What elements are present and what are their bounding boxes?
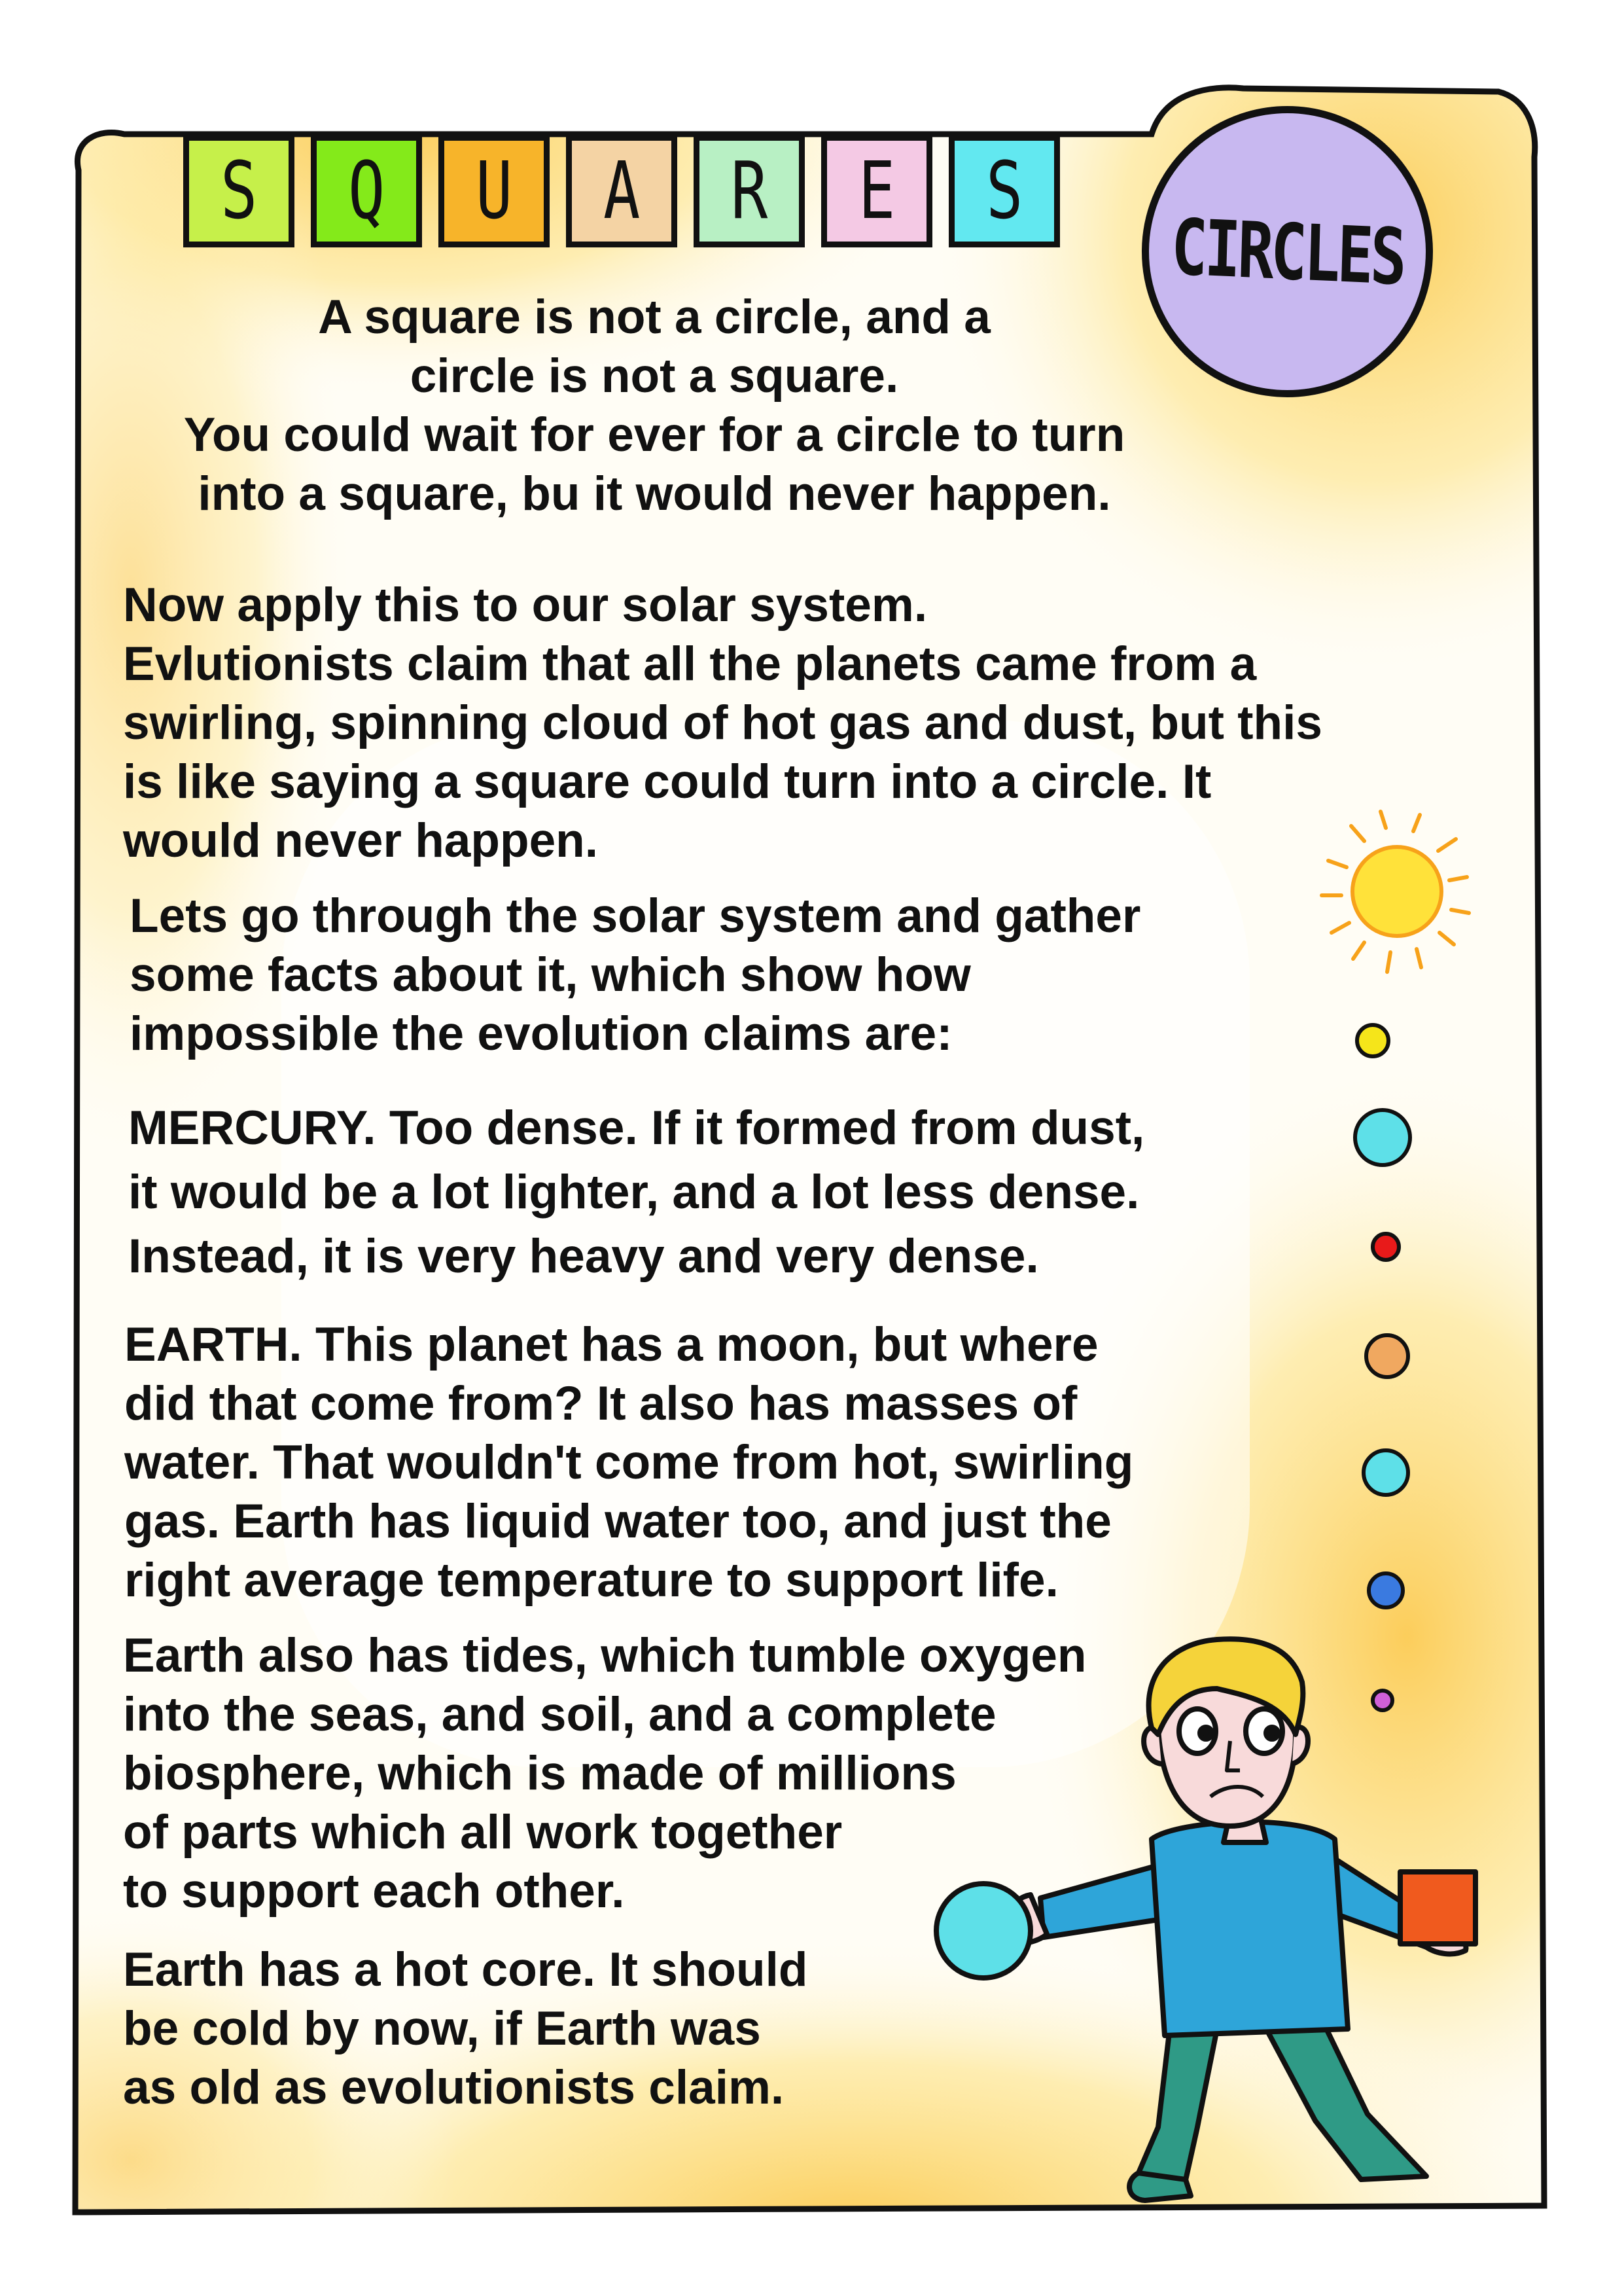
title-tile-q: Q bbox=[311, 135, 422, 247]
text-line: gas. Earth has liquid water too, and just the bbox=[124, 1495, 1112, 1548]
mercury-paragraph bbox=[128, 1096, 1306, 1289]
title-tile-u: U bbox=[438, 135, 550, 247]
text-line: some facts about it, which show how bbox=[130, 948, 971, 1001]
title-tile-a: A bbox=[566, 135, 677, 247]
text-line: would never happen. bbox=[123, 814, 599, 867]
core-paragraph bbox=[123, 1941, 1039, 2117]
title-tile-s: S bbox=[183, 135, 294, 247]
solar-system-paragraph bbox=[123, 576, 1530, 870]
intro-line: You could wait for ever for a circle to turn bbox=[183, 408, 1125, 461]
tides-paragraph bbox=[123, 1626, 1301, 1921]
text-line: impossible the evolution claims are: bbox=[130, 1007, 953, 1060]
text-line: biosphere, which is made of millions bbox=[123, 1747, 957, 1800]
text-line: Now apply this to our solar system. bbox=[123, 579, 928, 632]
earth-paragraph bbox=[124, 1316, 1302, 1610]
text-line: of parts which all work together bbox=[123, 1806, 843, 1859]
intro-line: into a square, bu it would never happen. bbox=[198, 467, 1111, 520]
facts-intro-paragraph bbox=[130, 887, 1307, 1064]
text-line: water. That wouldn't come from hot, swirling bbox=[124, 1436, 1134, 1489]
intro-paragraph bbox=[98, 288, 1210, 524]
text-line: Earth also has tides, which tumble oxygen bbox=[123, 1629, 1087, 1682]
text-line: MERCURY. Too dense. If it formed from dust, bbox=[128, 1102, 1145, 1155]
intro-line: circle is not a square. bbox=[410, 350, 899, 403]
text-line: to support each other. bbox=[123, 1865, 625, 1918]
text-line: did that come from? It also has masses of bbox=[124, 1377, 1078, 1430]
text-line: Evlutionists claim that all the planets came from a bbox=[123, 637, 1257, 691]
text-line: into the seas, and soil, and a complete bbox=[123, 1688, 997, 1741]
text-line: Instead, it is very heavy and very dense. bbox=[128, 1230, 1039, 1283]
text-line: Earth has a hot core. It should bbox=[123, 1943, 808, 1996]
text-line: is like saying a square could turn into a circle. It bbox=[123, 755, 1212, 808]
text-line: it would be a lot lighter, and a lot less dense. bbox=[128, 1166, 1140, 1219]
intro-line: A square is not a circle, and a bbox=[318, 291, 991, 344]
circles-label: CIRCLES bbox=[1170, 201, 1405, 302]
title-tile-e: E bbox=[821, 135, 932, 247]
title-tile-s2: S bbox=[949, 135, 1060, 247]
text-line: Lets go through the solar system and gather bbox=[130, 889, 1141, 942]
text-line: as old as evolutionists claim. bbox=[123, 2061, 785, 2114]
text-line: be cold by now, if Earth was bbox=[123, 2002, 761, 2055]
title-tile-r: R bbox=[694, 135, 805, 247]
text-line: right average temperature to support life. bbox=[124, 1554, 1059, 1607]
text-line: swirling, spinning cloud of hot gas and dust, but this bbox=[123, 696, 1323, 749]
text-line: EARTH. This planet has a moon, but where bbox=[124, 1318, 1099, 1371]
